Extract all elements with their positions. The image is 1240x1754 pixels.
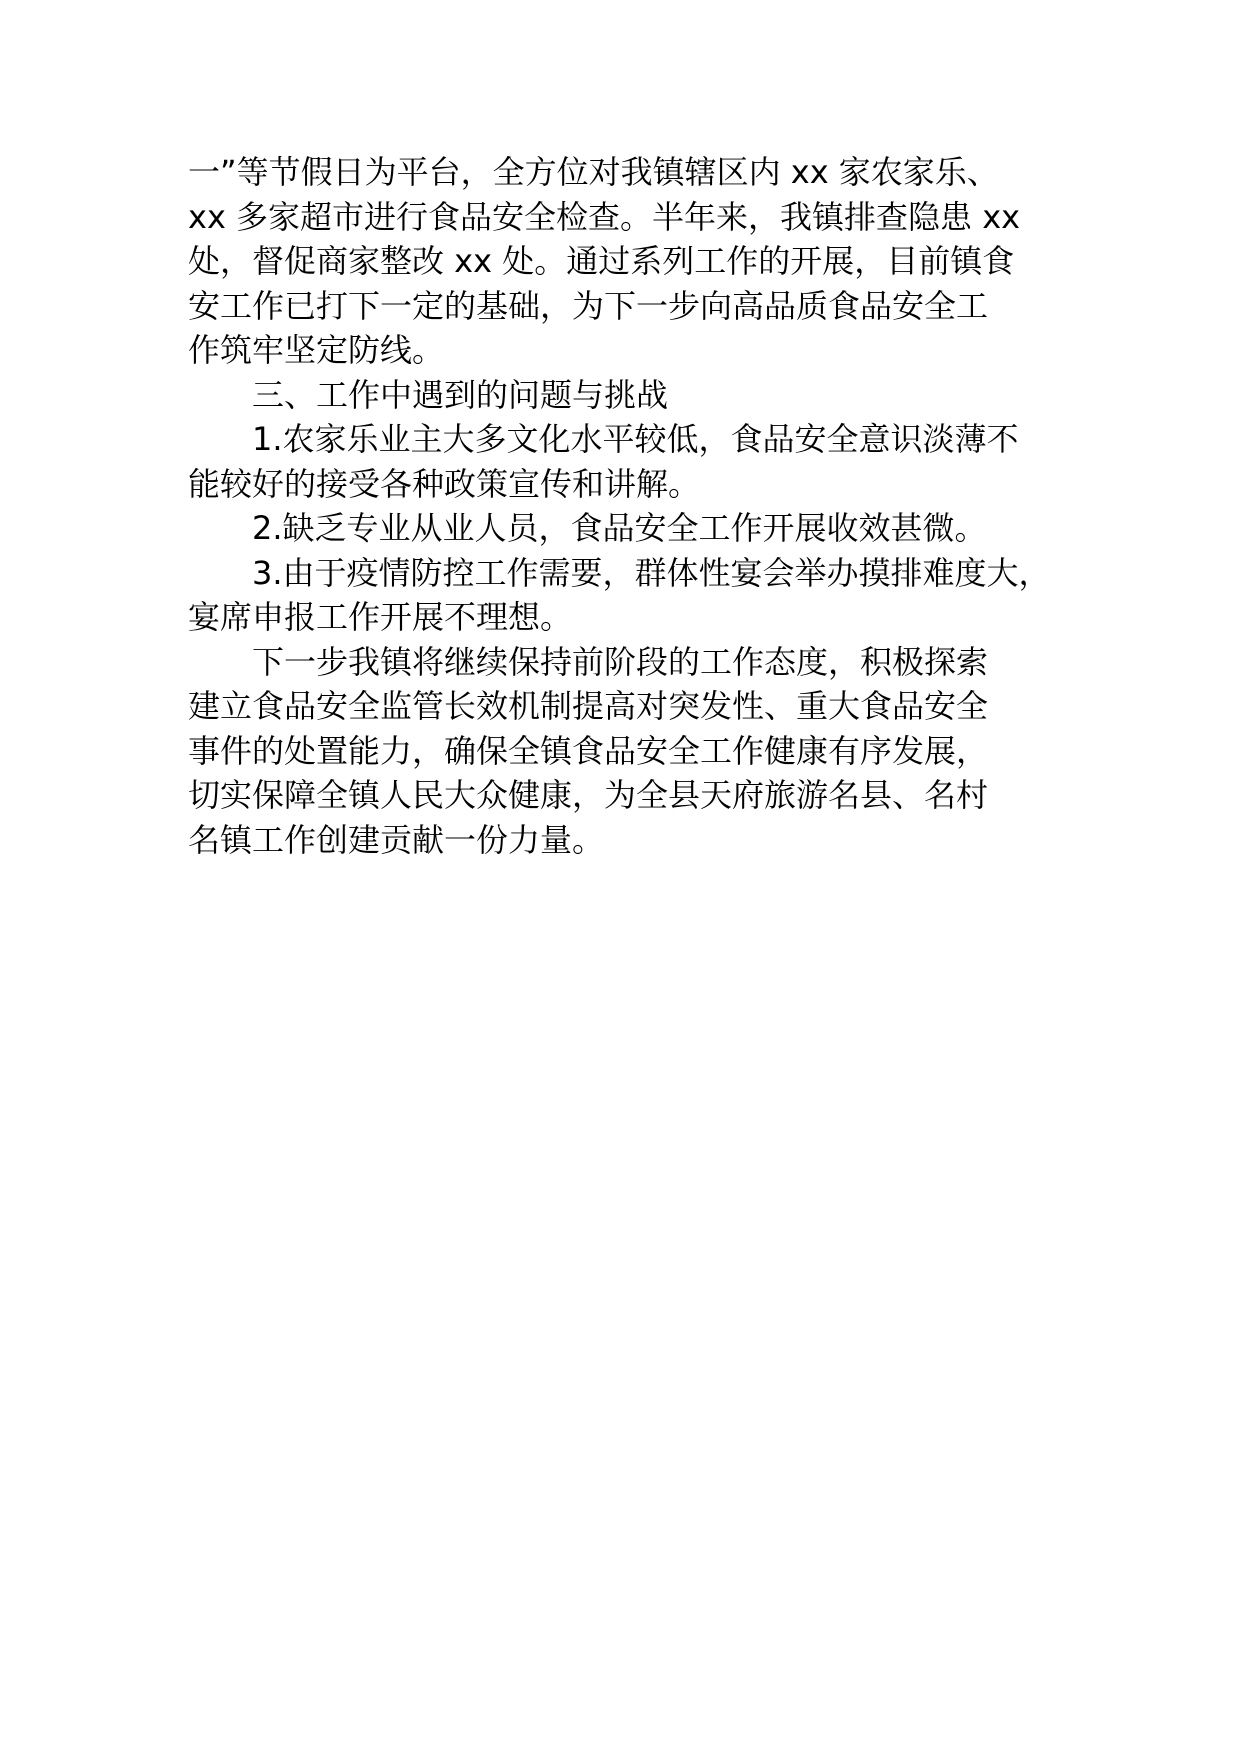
heading-text: 三、工作中遇到的问题与挑战 [252, 375, 669, 414]
text-line: 作筑牢坚定防线。 [188, 331, 445, 369]
text-line: 能较好的接受各种政策宣传和讲解。 [188, 464, 701, 503]
paragraph-problem-1 [188, 417, 1088, 506]
section-heading [188, 373, 1088, 418]
paragraph-next-steps [188, 640, 1088, 863]
paragraph-problem-3 [188, 551, 1088, 640]
text-line: 名镇工作创建贡献一份力量。 [188, 820, 605, 859]
text-line: 宴席申报工作开展不理想。 [188, 598, 573, 636]
paragraph-intro-continued [188, 150, 1088, 373]
text-line: 一”等节假日为平台，全方位对我镇辖区内 xx 家农家乐、 [188, 153, 999, 191]
text-line: 2.缺乏专业从业人员，食品安全工作开展收效甚微。 [252, 509, 987, 547]
text-line: 切实保障全镇人民大众健康，为全县天府旅游名县、名村 [188, 776, 989, 814]
text-line: 事件的处置能力，确保全镇食品安全工作健康有序发展， [188, 731, 989, 770]
text-line: 处，督促商家整改 xx 处。通过系列工作的开展，目前镇食 [188, 242, 1015, 280]
text-line: xx 多家超市进行食品安全检查。半年来，我镇排查隐患 xx [188, 197, 1021, 236]
text-line: 1.农家乐业主大多文化水平较低，食品安全意识淡薄不 [252, 420, 1019, 458]
text-line: 建立食品安全监管长效机制提高对突发性、重大食品安全 [188, 687, 989, 725]
text-line: 安工作已打下一定的基础，为下一步向高品质食品安全工 [188, 286, 989, 325]
paragraph-problem-2 [188, 506, 1088, 551]
text-line: 3.由于疫情防控工作需要，群体性宴会举办摸排难度大， [252, 553, 1051, 592]
text-line: 下一步我镇将继续保持前阶段的工作态度，积极探索 [252, 642, 989, 681]
document-body [188, 150, 1088, 862]
